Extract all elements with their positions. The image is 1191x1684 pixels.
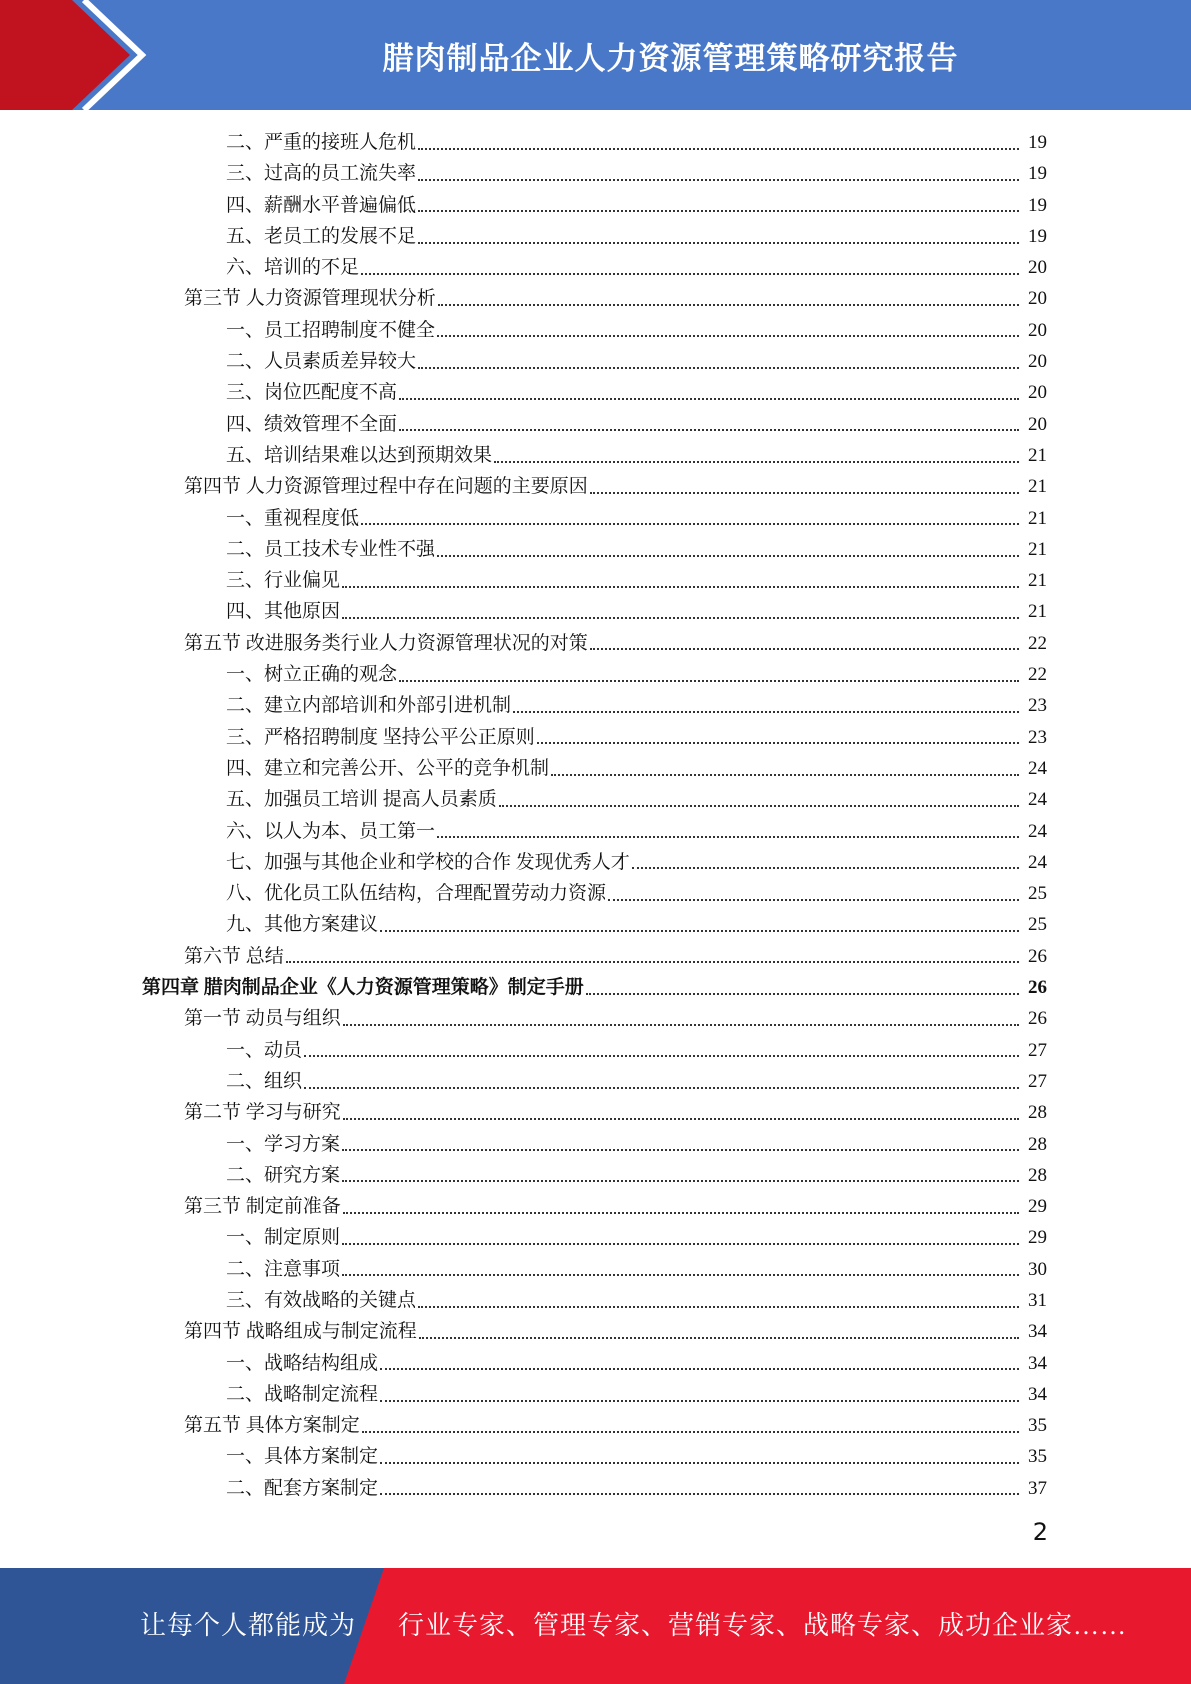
toc-entry-page: 29 (1028, 1227, 1047, 1249)
toc-entry-page: 20 (1028, 382, 1047, 404)
toc-entry-title: 第三节 人力资源管理现状分析 (184, 288, 436, 310)
toc-entry-page: 28 (1028, 1102, 1047, 1124)
toc-entry-page: 20 (1028, 413, 1047, 435)
toc-dot-leader (304, 1055, 1019, 1057)
toc-dot-leader (590, 648, 1019, 650)
toc-entry-title: 二、配套方案制定 (226, 1477, 379, 1499)
report-title: 腊肉制品企业人力资源管理策略研究报告 (382, 40, 959, 77)
toc-dot-leader (418, 210, 1019, 212)
toc-entry-page: 26 (1028, 1008, 1047, 1030)
toc-entry-page: 21 (1028, 507, 1047, 529)
toc-entry-title: 三、岗位匹配度不高 (226, 382, 398, 404)
toc-subsection-entry[interactable] (0, 315, 1191, 346)
toc-entry-title: 四、建立和完善公开、公平的竞争机制 (226, 757, 550, 779)
toc-dot-leader (418, 367, 1019, 369)
header-chevron (0, 0, 160, 110)
toc-entry-title: 二、战略制定流程 (226, 1383, 379, 1405)
toc-entry-title: 三、行业偏见 (226, 570, 341, 592)
toc-subsection-entry[interactable] (0, 1160, 1191, 1191)
toc-dot-leader (362, 1431, 1019, 1433)
toc-entry-title: 一、具体方案制定 (226, 1446, 379, 1468)
toc-subsection-entry[interactable] (0, 1035, 1191, 1066)
toc-subsection-entry[interactable] (0, 909, 1191, 940)
toc-subsection-entry[interactable] (0, 158, 1191, 189)
toc-entry-page: 21 (1028, 538, 1047, 560)
toc-entry-title: 第五节 改进服务类行业人力资源管理状况的对策 (184, 632, 588, 654)
toc-entry-title: 二、员工技术专业性不强 (226, 538, 436, 560)
toc-dot-leader (418, 179, 1019, 181)
toc-section-entry[interactable] (0, 1191, 1191, 1222)
toc-dot-leader (418, 242, 1019, 244)
toc-dot-leader (361, 523, 1019, 525)
toc-entry-page: 21 (1028, 570, 1047, 592)
toc-entry-title: 六、以人为本、员工第一 (226, 820, 436, 842)
toc-dot-leader (361, 273, 1019, 275)
toc-entry-title: 二、组织 (226, 1070, 303, 1092)
toc-subsection-entry[interactable] (0, 1441, 1191, 1472)
toc-entry-page: 24 (1028, 789, 1047, 811)
toc-dot-leader (380, 1400, 1019, 1402)
toc-entry-title: 一、动员 (226, 1039, 303, 1061)
toc-dot-leader (342, 1180, 1019, 1182)
toc-dot-leader (380, 930, 1019, 932)
toc-section-entry[interactable] (0, 1316, 1191, 1347)
toc-dot-leader (399, 429, 1019, 431)
toc-dot-leader (418, 1306, 1019, 1308)
toc-entry-title: 第五节 具体方案制定 (184, 1415, 360, 1437)
toc-subsection-entry[interactable] (0, 1473, 1191, 1504)
toc-entry-page: 29 (1028, 1196, 1047, 1218)
toc-entry-title: 一、员工招聘制度不健全 (226, 319, 436, 341)
toc-entry-title: 第二节 学习与研究 (184, 1102, 341, 1124)
toc-dot-leader (513, 711, 1019, 713)
toc-subsection-entry[interactable] (0, 190, 1191, 221)
toc-subsection-entry[interactable] (0, 596, 1191, 627)
toc-entry-page: 22 (1028, 632, 1047, 654)
toc-subsection-entry[interactable] (0, 534, 1191, 565)
toc-section-entry[interactable] (0, 1097, 1191, 1128)
toc-entry-page: 21 (1028, 444, 1047, 466)
toc-entry-page: 19 (1028, 163, 1047, 185)
page-number: 2 (1032, 1518, 1048, 1546)
toc-section-entry[interactable] (0, 283, 1191, 314)
toc-section-entry[interactable] (0, 941, 1191, 972)
toc-subsection-entry[interactable] (0, 1348, 1191, 1379)
toc-dot-leader (342, 1243, 1019, 1245)
toc-entry-title: 第四节 战略组成与制定流程 (184, 1321, 417, 1343)
footer-slogan-right: 行业专家、管理专家、营销专家、战略专家、成功企业家…… (398, 1611, 1128, 1640)
toc-entry-title: 第三节 制定前准备 (184, 1196, 341, 1218)
toc-entry-title: 三、有效战略的关键点 (226, 1289, 417, 1311)
toc-entry-page: 34 (1028, 1321, 1047, 1343)
toc-entry-page: 19 (1028, 225, 1047, 247)
toc-dot-leader (438, 304, 1019, 306)
toc-dot-leader (632, 867, 1019, 869)
toc-dot-leader (342, 1149, 1019, 1151)
toc-subsection-entry[interactable] (0, 346, 1191, 377)
toc-entry-title: 六、培训的不足 (226, 257, 360, 279)
toc-dot-leader (343, 1212, 1019, 1214)
toc-entry-page: 28 (1028, 1164, 1047, 1186)
toc-subsection-entry[interactable] (0, 816, 1191, 847)
toc-entry-page: 24 (1028, 757, 1047, 779)
toc-entry-page: 26 (1028, 977, 1047, 999)
toc-subsection-entry[interactable] (0, 1066, 1191, 1097)
page-footer (0, 1568, 1191, 1684)
toc-subsection-entry[interactable] (0, 503, 1191, 534)
toc-subsection-entry[interactable] (0, 1254, 1191, 1285)
toc-entry-page: 24 (1028, 851, 1047, 873)
toc-entry-page: 26 (1028, 945, 1047, 967)
toc-section-entry[interactable] (0, 1003, 1191, 1034)
toc-entry-title: 八、优化员工队伍结构，合理配置劳动力资源 (226, 883, 607, 905)
toc-subsection-entry[interactable] (0, 221, 1191, 252)
page-header (0, 0, 1191, 110)
toc-subsection-entry[interactable] (0, 565, 1191, 596)
toc-entry-title: 五、加强员工培训 提高人员素质 (226, 789, 497, 811)
toc-entry-title: 一、战略结构组成 (226, 1352, 379, 1374)
toc-entry-page: 30 (1028, 1258, 1047, 1280)
toc-dot-leader (380, 1368, 1019, 1370)
toc-subsection-entry[interactable] (0, 127, 1191, 158)
toc-entry-page: 23 (1028, 695, 1047, 717)
toc-subsection-entry[interactable] (0, 1379, 1191, 1410)
toc-dot-leader (343, 1024, 1019, 1026)
toc-entry-title: 三、过高的员工流失率 (226, 163, 417, 185)
toc-entry-title: 四、其他原因 (226, 601, 341, 623)
toc-entry-title: 第六节 总结 (184, 945, 284, 967)
toc-entry-title: 第四章 腊肉制品企业《人力资源管理策略》制定手册 (142, 977, 584, 999)
toc-entry-title: 二、研究方案 (226, 1164, 341, 1186)
toc-entry-page: 27 (1028, 1039, 1047, 1061)
toc-entry-page: 22 (1028, 664, 1047, 686)
toc-dot-leader (418, 148, 1019, 150)
toc-entry-title: 二、严重的接班人危机 (226, 132, 417, 153)
toc-entry-page: 34 (1028, 1383, 1047, 1405)
toc-subsection-entry[interactable] (0, 722, 1191, 753)
toc-section-entry[interactable] (0, 471, 1191, 502)
toc-entry-page: 27 (1028, 1070, 1047, 1092)
toc-subsection-entry[interactable] (0, 409, 1191, 440)
toc-dot-leader (380, 1493, 1019, 1495)
toc-dot-leader (437, 555, 1019, 557)
table-of-contents (0, 127, 1191, 1504)
toc-dot-leader (608, 899, 1019, 901)
toc-subsection-entry[interactable] (0, 659, 1191, 690)
toc-entry-page: 23 (1028, 726, 1047, 748)
toc-entry-page: 28 (1028, 1133, 1047, 1155)
toc-entry-title: 第四节 人力资源管理过程中存在问题的主要原因 (184, 476, 588, 498)
toc-entry-page: 21 (1028, 601, 1047, 623)
toc-dot-leader (286, 961, 1019, 963)
toc-entry-title: 四、薪酬水平普遍偏低 (226, 194, 417, 216)
toc-entry-page: 35 (1028, 1415, 1047, 1437)
toc-entry-title: 一、重视程度低 (226, 507, 360, 529)
toc-entry-title: 二、人员素质差异较大 (226, 351, 417, 373)
toc-entry-page: 24 (1028, 820, 1047, 842)
toc-entry-page: 20 (1028, 257, 1047, 279)
toc-subsection-entry[interactable] (0, 878, 1191, 909)
toc-subsection-entry[interactable] (0, 1285, 1191, 1316)
footer-slogan-left: 让每个人都能成为 (140, 1611, 357, 1640)
toc-dot-leader (342, 1274, 1019, 1276)
toc-subsection-entry[interactable] (0, 847, 1191, 878)
toc-dot-leader (537, 742, 1019, 744)
toc-entry-page: 20 (1028, 319, 1047, 341)
toc-dot-leader (399, 680, 1019, 682)
toc-subsection-entry[interactable] (0, 784, 1191, 815)
toc-entry-title: 九、其他方案建议 (226, 914, 379, 936)
toc-entry-page: 25 (1028, 883, 1047, 905)
toc-entry-title: 二、注意事项 (226, 1258, 341, 1280)
toc-subsection-entry[interactable] (0, 440, 1191, 471)
toc-section-entry[interactable] (0, 628, 1191, 659)
toc-entry-page: 20 (1028, 288, 1047, 310)
toc-subsection-entry[interactable] (0, 1129, 1191, 1160)
toc-entry-title: 一、制定原则 (226, 1227, 341, 1249)
toc-dot-leader (499, 805, 1019, 807)
toc-section-entry[interactable] (0, 1410, 1191, 1441)
toc-entry-title: 七、加强与其他企业和学校的合作 发现优秀人才 (226, 851, 630, 873)
toc-entry-page: 34 (1028, 1352, 1047, 1374)
toc-entry-page: 37 (1028, 1477, 1047, 1499)
toc-chapter-entry[interactable] (0, 972, 1191, 1003)
toc-subsection-entry[interactable] (0, 377, 1191, 408)
toc-dot-leader (304, 1087, 1019, 1089)
toc-entry-page: 19 (1028, 132, 1047, 153)
toc-dot-leader (343, 1118, 1019, 1120)
toc-entry-title: 五、培训结果难以达到预期效果 (226, 444, 493, 466)
toc-subsection-entry[interactable] (0, 753, 1191, 784)
toc-subsection-entry[interactable] (0, 1222, 1191, 1253)
toc-dot-leader (590, 492, 1019, 494)
toc-entry-page: 31 (1028, 1289, 1047, 1311)
toc-dot-leader (586, 993, 1019, 995)
toc-entry-title: 第一节 动员与组织 (184, 1008, 341, 1030)
toc-dot-leader (437, 836, 1019, 838)
toc-dot-leader (551, 774, 1019, 776)
toc-entry-title: 一、学习方案 (226, 1133, 341, 1155)
toc-dot-leader (342, 586, 1019, 588)
toc-dot-leader (380, 1462, 1019, 1464)
toc-entry-page: 21 (1028, 476, 1047, 498)
toc-subsection-entry[interactable] (0, 690, 1191, 721)
toc-entry-title: 五、老员工的发展不足 (226, 225, 417, 247)
toc-subsection-entry[interactable] (0, 252, 1191, 283)
toc-dot-leader (494, 461, 1019, 463)
toc-entry-title: 三、严格招聘制度 坚持公平公正原则 (226, 726, 535, 748)
toc-dot-leader (399, 398, 1019, 400)
toc-entry-title: 四、绩效管理不全面 (226, 413, 398, 435)
toc-entry-page: 35 (1028, 1446, 1047, 1468)
toc-entry-title: 二、建立内部培训和外部引进机制 (226, 695, 512, 717)
toc-dot-leader (437, 335, 1019, 337)
toc-entry-page: 25 (1028, 914, 1047, 936)
toc-entry-page: 19 (1028, 194, 1047, 216)
toc-dot-leader (342, 617, 1019, 619)
toc-entry-page: 20 (1028, 351, 1047, 373)
toc-entry-title: 一、树立正确的观念 (226, 664, 398, 686)
toc-dot-leader (419, 1337, 1019, 1339)
